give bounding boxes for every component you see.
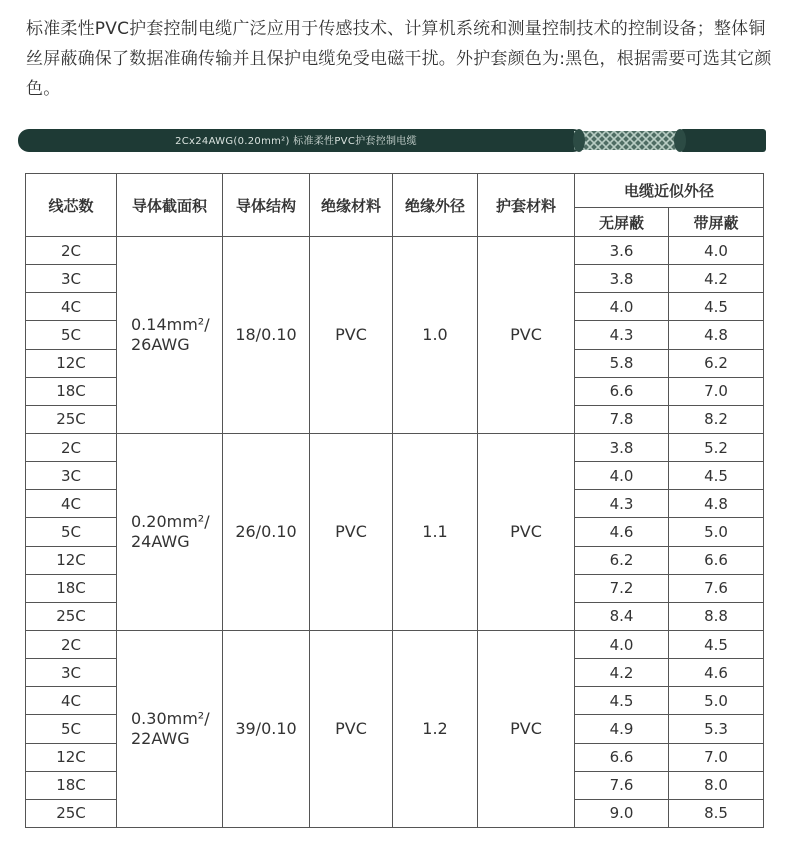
cell-cores: 18C — [26, 377, 117, 405]
area-mm2: 0.14mm²/ — [131, 314, 210, 334]
header-shielded: 带屏蔽 — [669, 208, 764, 237]
cell-insulation-od: 1.2 — [393, 630, 478, 827]
cell-unshielded-od: 7.8 — [575, 405, 669, 433]
header-cores: 线芯数 — [26, 174, 117, 237]
cell-cores: 4C — [26, 687, 117, 715]
cell-cores: 3C — [26, 659, 117, 687]
cell-shielded-od: 7.0 — [669, 743, 764, 771]
cell-cores: 25C — [26, 799, 117, 827]
cell-insulation-material: PVC — [310, 237, 393, 434]
cell-unshielded-od: 4.9 — [575, 715, 669, 743]
cell-cores: 5C — [26, 715, 117, 743]
cell-cores: 12C — [26, 349, 117, 377]
cell-shielded-od: 6.6 — [669, 546, 764, 574]
cell-shielded-od: 8.2 — [669, 405, 764, 433]
cell-unshielded-od: 4.2 — [575, 659, 669, 687]
table-row — [26, 433, 764, 461]
cell-area — [117, 237, 223, 434]
table-row — [26, 630, 764, 658]
cell-shielded-od: 6.2 — [669, 349, 764, 377]
cell-unshielded-od: 6.6 — [575, 743, 669, 771]
cell-shielded-od: 5.0 — [669, 687, 764, 715]
cable-braid-shield — [574, 131, 680, 150]
cell-cores: 3C — [26, 462, 117, 490]
cell-area — [117, 433, 223, 630]
area-mm2: 0.20mm²/ — [131, 511, 210, 531]
cell-insulation-od: 1.0 — [393, 237, 478, 434]
cell-unshielded-od: 4.5 — [575, 687, 669, 715]
cell-unshielded-od: 4.0 — [575, 293, 669, 321]
cell-insulation-od: 1.1 — [393, 433, 478, 630]
cell-jacket-material: PVC — [478, 630, 575, 827]
cell-unshielded-od: 5.8 — [575, 349, 669, 377]
header-insulation-material: 绝缘材料 — [310, 174, 393, 237]
cell-shielded-od: 4.2 — [669, 265, 764, 293]
cell-cores: 3C — [26, 265, 117, 293]
cell-cores: 4C — [26, 490, 117, 518]
area-awg: 22AWG — [131, 728, 190, 748]
cell-unshielded-od: 4.3 — [575, 490, 669, 518]
cell-shielded-od: 8.8 — [669, 602, 764, 630]
cell-shielded-od: 5.2 — [669, 433, 764, 461]
cell-shielded-od: 4.6 — [669, 659, 764, 687]
area-awg: 26AWG — [131, 334, 190, 354]
cell-unshielded-od: 6.6 — [575, 377, 669, 405]
cell-shielded-od: 4.8 — [669, 490, 764, 518]
cable-jacket-right — [680, 129, 766, 152]
cell-insulation-material: PVC — [310, 433, 393, 630]
cell-unshielded-od: 6.2 — [575, 546, 669, 574]
cell-shielded-od: 7.6 — [669, 574, 764, 602]
cell-shielded-od: 7.0 — [669, 377, 764, 405]
cell-unshielded-od: 7.6 — [575, 771, 669, 799]
area-mm2: 0.30mm²/ — [131, 708, 210, 728]
cell-shielded-od: 5.0 — [669, 518, 764, 546]
cable-illustration — [18, 127, 766, 154]
header-approx-od: 电缆近似外径 — [575, 174, 764, 208]
cell-unshielded-od: 4.0 — [575, 630, 669, 658]
cell-unshielded-od: 9.0 — [575, 799, 669, 827]
header-area: 导体截面积 — [117, 174, 223, 237]
table-row — [26, 237, 764, 265]
cell-cores: 12C — [26, 546, 117, 574]
cell-insulation-material: PVC — [310, 630, 393, 827]
cell-unshielded-od: 7.2 — [575, 574, 669, 602]
cell-shielded-od: 4.8 — [669, 321, 764, 349]
cell-cores: 2C — [26, 630, 117, 658]
cell-shielded-od: 4.5 — [669, 293, 764, 321]
cell-jacket-material: PVC — [478, 237, 575, 434]
cable-label: 2Cx24AWG(0.20mm²) 标准柔性PVC护套控制电缆 — [175, 136, 417, 147]
cell-structure: 39/0.10 — [223, 630, 310, 827]
cell-cores: 18C — [26, 771, 117, 799]
intro-paragraph: 标准柔性PVC护套控制电缆广泛应用于传感技术、计算机系统和测量控制技术的控制设备；整体铜丝屏蔽确保了数据准确传输并且保护电缆免受电磁干扰。外护套颜色为:黑色，根据需要可选其它颜色。 — [26, 19, 772, 99]
cell-area — [117, 630, 223, 827]
cell-cores: 5C — [26, 518, 117, 546]
cell-shielded-od: 4.0 — [669, 237, 764, 265]
cell-structure: 18/0.10 — [223, 237, 310, 434]
cell-cores: 25C — [26, 405, 117, 433]
header-structure: 导体结构 — [223, 174, 310, 237]
cell-unshielded-od: 3.6 — [575, 237, 669, 265]
cell-unshielded-od: 3.8 — [575, 433, 669, 461]
cell-cores: 25C — [26, 602, 117, 630]
area-awg: 24AWG — [131, 531, 190, 551]
cell-shielded-od: 4.5 — [669, 630, 764, 658]
cell-structure: 26/0.10 — [223, 433, 310, 630]
cell-shielded-od: 8.5 — [669, 799, 764, 827]
header-unshielded: 无屏蔽 — [575, 208, 669, 237]
cell-unshielded-od: 3.8 — [575, 265, 669, 293]
cell-cores: 18C — [26, 574, 117, 602]
cell-shielded-od: 4.5 — [669, 462, 764, 490]
cell-cores: 12C — [26, 743, 117, 771]
cell-cores: 2C — [26, 433, 117, 461]
cell-cores: 4C — [26, 293, 117, 321]
cell-unshielded-od: 4.3 — [575, 321, 669, 349]
cell-cores: 5C — [26, 321, 117, 349]
cell-shielded-od: 8.0 — [669, 771, 764, 799]
header-insulation-od: 绝缘外径 — [393, 174, 478, 237]
cell-unshielded-od: 8.4 — [575, 602, 669, 630]
cell-shielded-od: 5.3 — [669, 715, 764, 743]
cell-unshielded-od: 4.0 — [575, 462, 669, 490]
header-jacket-material: 护套材料 — [478, 174, 575, 237]
spec-table — [25, 173, 764, 828]
cell-cores: 2C — [26, 237, 117, 265]
cell-unshielded-od: 4.6 — [575, 518, 669, 546]
cell-jacket-material: PVC — [478, 433, 575, 630]
